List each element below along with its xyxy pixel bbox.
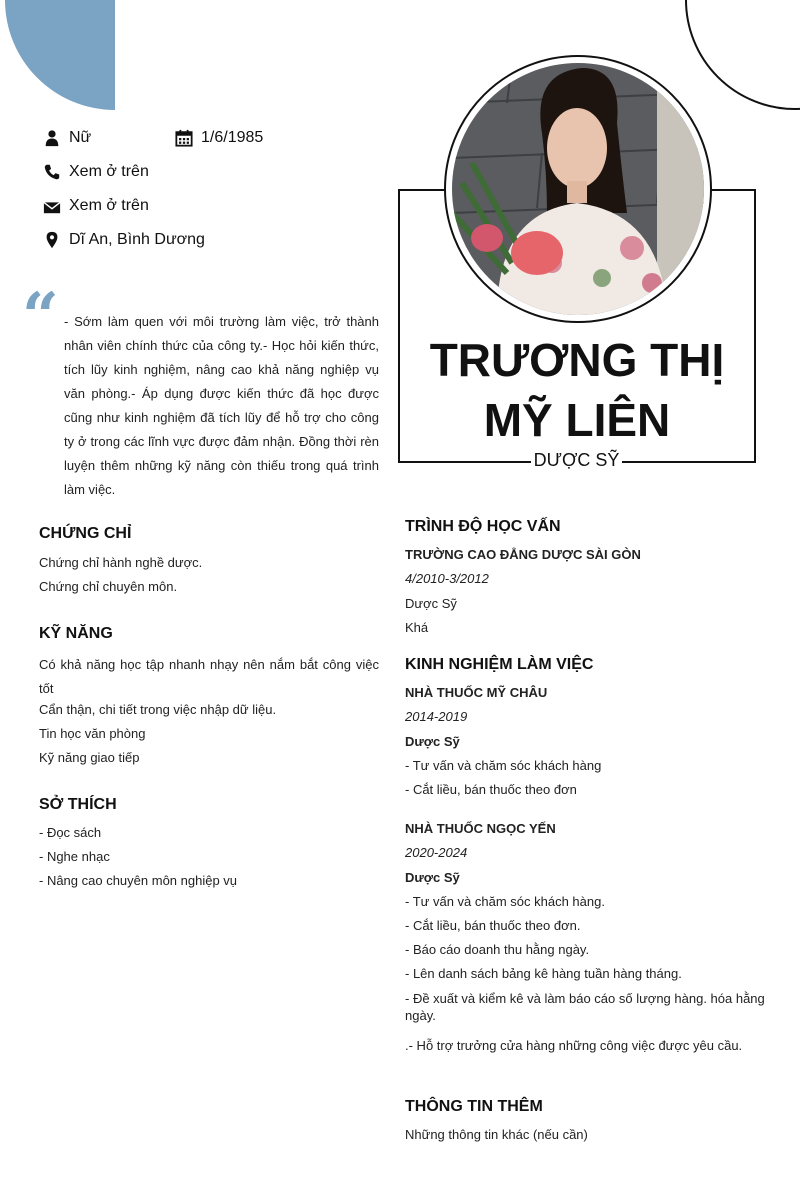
certificate-item: Chứng chỉ hành nghề dược. — [39, 555, 203, 570]
phone-value[interactable]: Xem ở trên — [69, 163, 149, 180]
calendar-icon — [174, 128, 194, 148]
job-duty: - Cắt liều, bán thuốc theo đơn — [405, 782, 577, 797]
hobby-item: - Đọc sách — [39, 825, 102, 840]
gender-row — [42, 128, 91, 148]
skills-heading: KỸ NĂNG — [39, 625, 113, 642]
gender-value: Nữ — [69, 129, 92, 146]
full-name-line-1: TRƯƠNG THỊ — [429, 334, 725, 386]
company-name: NHÀ THUỐC MỸ CHÂU — [405, 685, 548, 700]
certificate-item: Chứng chỉ chuyên môn. — [39, 579, 178, 594]
hobby-item: - Nâng cao chuyên môn nghiệp vụ — [39, 873, 238, 888]
skill-item: Cẩn thận, chi tiết trong việc nhập dữ liệu. — [39, 702, 277, 717]
email-value[interactable]: Xem ở trên — [69, 197, 149, 214]
skill-item: Kỹ năng giao tiếp — [39, 750, 140, 765]
hobbies-heading: SỞ THÍCH — [39, 796, 117, 813]
job-role: Dược Sỹ — [405, 734, 460, 749]
job-duty: - Lên danh sách bảng kê hàng tuần hàng tháng. — [405, 966, 682, 981]
additional-info-heading: THÔNG TIN THÊM — [405, 1098, 543, 1115]
additional-info-text: Những thông tin khác (nếu cần) — [405, 1127, 588, 1142]
education-grade: Khá — [405, 620, 429, 635]
career-objective: - Sớm làm quen với môi trường làm việc, trở thành nhân viên chính thức của công ty.- Học hỏi kiến thức, tích lũy kinh nghiệm, nâng cao khả năng nghiệp vụ văn phòng.- Áp dụng được kiến thức đã học được cũng như kinh nghiệm đã tích lũy để hỗ trợ cho công ty ở trong các lĩnh vực được đảm nhận. Đồng thời rèn luyện thêm những kỹ năng còn thiếu trong quá trình làm việc. — [64, 314, 379, 497]
job-duty: - Tư vấn và chăm sóc khách hàng. — [405, 894, 605, 909]
job-duty: - Đề xuất và kiểm kê và làm báo cáo số lượng hàng. hóa hằng ngày. — [405, 991, 765, 1023]
phone-row — [42, 162, 149, 182]
birthday-row — [174, 128, 263, 148]
job-title: DƯỢC SỸ — [531, 450, 622, 471]
education-period: 4/2010-3/2012 — [405, 571, 489, 586]
certificates-heading: CHỨNG CHỈ — [39, 525, 132, 542]
birthday-value: 1/6/1985 — [201, 129, 264, 146]
email-row — [42, 196, 149, 216]
job-duty: .- Hỗ trợ trưởng cửa hàng những công việc được yêu cầu. — [405, 1038, 743, 1053]
person-icon — [42, 128, 62, 148]
decorative-circle-outline — [685, 0, 800, 110]
job-role: Dược Sỹ — [405, 870, 460, 885]
job-duty: - Cắt liều, bán thuốc theo đơn. — [405, 918, 581, 933]
hobby-item: - Nghe nhạc — [39, 849, 110, 864]
company-name: NHÀ THUỐC NGỌC YẾN — [405, 821, 556, 836]
quote-icon: “ — [22, 279, 59, 354]
job-duty: - Báo cáo doanh thu hằng ngày. — [405, 942, 590, 957]
skill-item: Tin học văn phòng — [39, 726, 146, 741]
education-major: Dược Sỹ — [405, 596, 457, 611]
mail-icon — [42, 196, 62, 216]
job-period: 2014-2019 — [405, 709, 468, 724]
phone-icon — [42, 162, 62, 182]
address-row — [42, 230, 205, 250]
school-name: TRƯỜNG CAO ĐẲNG DƯỢC SÀI GÒN — [405, 547, 641, 562]
full-name-line-2: MỸ LIÊN — [483, 394, 671, 446]
education-heading: TRÌNH ĐỘ HỌC VẤN — [405, 518, 561, 535]
skill-item: Có khả năng học tập nhanh nhạy nên nắm bắt công việc tốt — [39, 657, 379, 696]
job-duty: - Tư vấn và chăm sóc khách hàng — [405, 758, 602, 773]
avatar — [452, 63, 704, 315]
job-period: 2020-2024 — [405, 845, 468, 860]
experience-heading: KINH NGHIỆM LÀM VIỆC — [405, 656, 594, 673]
decorative-quarter-circle — [5, 0, 225, 110]
address-value: Dĩ An, Bình Dương — [69, 231, 205, 248]
location-icon — [42, 230, 62, 250]
